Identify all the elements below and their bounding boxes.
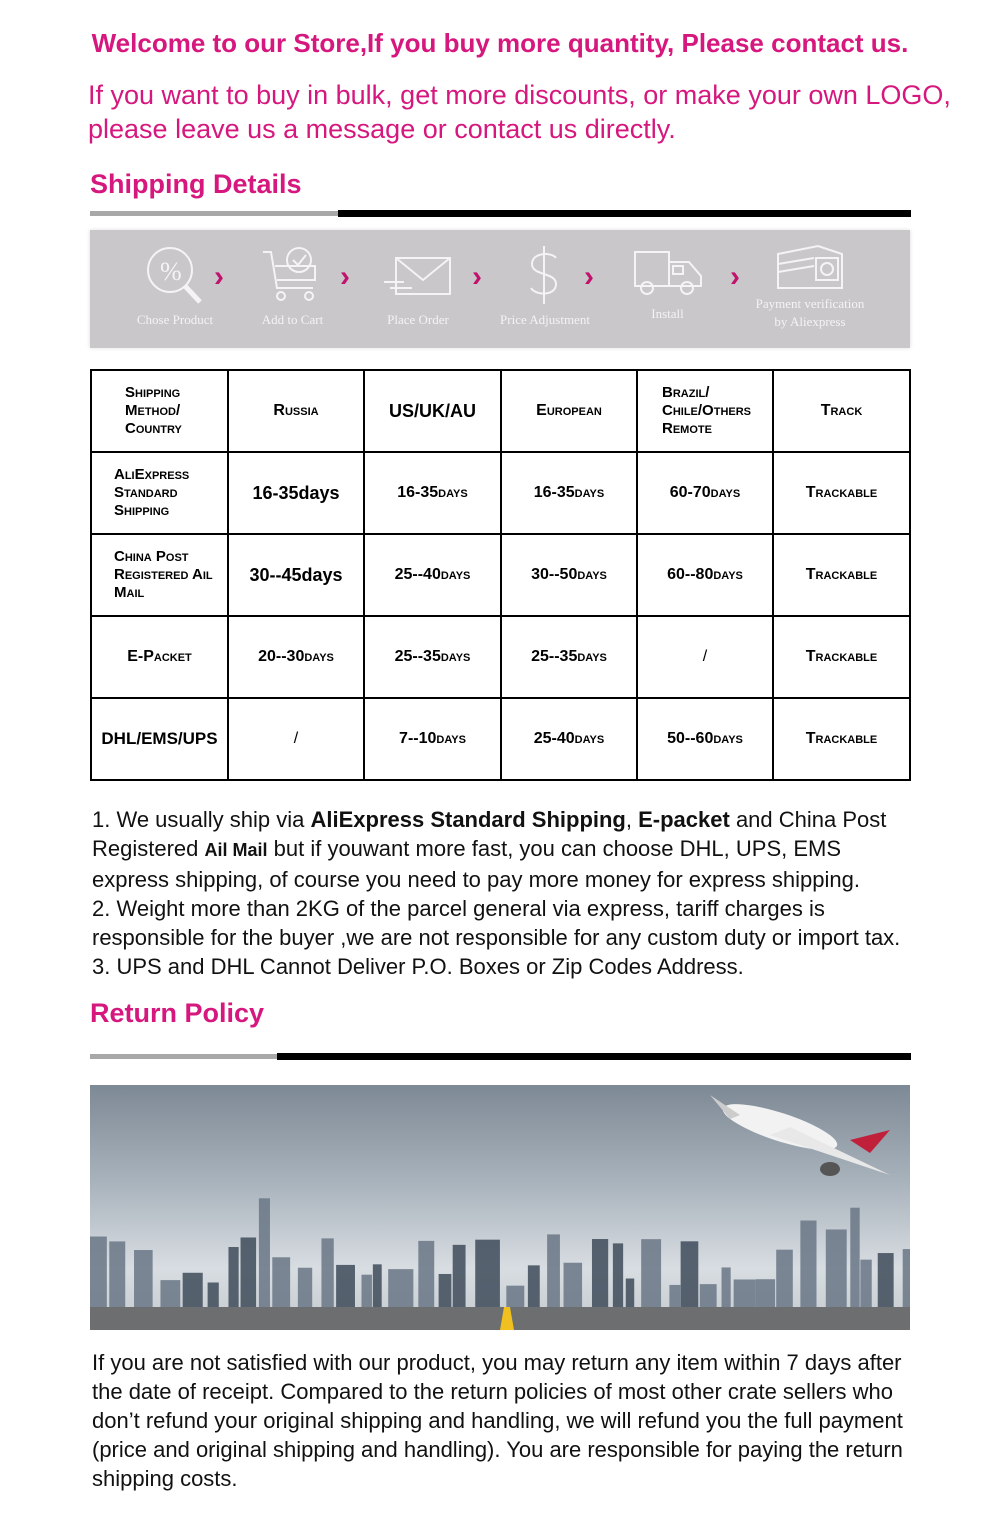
building (506, 1286, 524, 1307)
building (613, 1243, 623, 1307)
return-policy-title: Return Policy (90, 998, 265, 1028)
svg-text:%: % (160, 257, 182, 286)
building (228, 1247, 238, 1307)
cell: / (637, 616, 773, 698)
building (373, 1264, 382, 1307)
cell: 16-35days (364, 452, 501, 534)
method-cell: E-Packet (91, 616, 228, 698)
header-cell: Shipping Method/ Country (91, 370, 228, 452)
chevron-right-icon: › (472, 260, 482, 293)
cell: 60--80days (637, 534, 773, 616)
building (272, 1257, 290, 1307)
method-cell: AliExpress Standard Shipping (91, 452, 228, 534)
cell: 25-40days (501, 698, 637, 780)
city-airplane-image (90, 1085, 910, 1330)
building (453, 1245, 466, 1307)
building (734, 1279, 756, 1307)
building (776, 1250, 793, 1307)
table-header-row (91, 370, 910, 452)
step-install: Install (620, 230, 715, 321)
table-row (91, 698, 910, 780)
divider (90, 1053, 911, 1060)
cell: 16-35days (228, 452, 364, 534)
cell: 50--60days (637, 698, 773, 780)
building (547, 1234, 560, 1307)
airplane-icon (710, 1095, 890, 1176)
building (564, 1263, 583, 1307)
building (681, 1241, 699, 1307)
building (626, 1279, 634, 1307)
building (700, 1284, 717, 1307)
building (800, 1221, 816, 1307)
building (641, 1239, 661, 1307)
building (361, 1275, 371, 1307)
building (722, 1267, 731, 1307)
building (669, 1285, 680, 1307)
shipping-notes (92, 805, 922, 981)
building (336, 1265, 355, 1307)
envelope-icon (382, 244, 454, 306)
header-cell: Russia (228, 370, 364, 452)
building (241, 1237, 257, 1307)
cell: / (228, 698, 364, 780)
building (388, 1269, 413, 1307)
cell: 16-35days (501, 452, 637, 534)
building (903, 1249, 910, 1307)
building (850, 1208, 859, 1307)
chevron-right-icon: › (214, 260, 224, 293)
building (439, 1274, 452, 1307)
building (878, 1253, 894, 1307)
header-cell: European (501, 370, 637, 452)
cell: 25--35days (364, 616, 501, 698)
return-policy-text: If you are not satisfied with our product, you may return any item within 7 days after the date of receipt. Compared to the return policies of most other crate sellers who don’t refund your original shipping and handling, we will refund you the full payment (price and original shipping and handling). You are responsible for paying the return shipping costs. (92, 1350, 903, 1491)
building (160, 1280, 180, 1307)
note-3: 3. UPS and DHL Cannot Deliver P.O. Boxes or Zip Codes Address. (92, 954, 744, 979)
search-percent-icon (140, 244, 210, 306)
cell: Trackable (773, 698, 910, 780)
header-cell: Track (773, 370, 910, 452)
step-price-adjustment: Price Adjustment (485, 230, 605, 327)
building (528, 1265, 540, 1307)
header-cell: Brazil/ Chile/Others Remote (637, 370, 773, 452)
shipping-details-title: Shipping Details (90, 169, 302, 199)
building (298, 1268, 312, 1307)
building (109, 1241, 125, 1307)
chevron-right-icon: › (340, 260, 350, 293)
table-row (91, 616, 910, 698)
cell: 30--45days (228, 534, 364, 616)
cart-icon (261, 244, 325, 306)
building (259, 1198, 270, 1307)
method-cell: China Post Registered Ail Mail (91, 534, 228, 616)
cell: Trackable (773, 616, 910, 698)
header-cell: US/UK/AU (364, 370, 501, 452)
building (208, 1282, 219, 1307)
divider (90, 210, 911, 217)
building (756, 1279, 775, 1307)
cell: 25--40days (364, 534, 501, 616)
building (592, 1239, 608, 1307)
shipping-table (90, 369, 911, 781)
cell: 60-70days (637, 452, 773, 534)
dollar-icon (520, 244, 570, 306)
chevron-right-icon: › (730, 260, 740, 293)
cell: 7--10days (364, 698, 501, 780)
building (418, 1241, 434, 1307)
method-cell: DHL/EMS/UPS (91, 698, 228, 780)
cell: 25--35days (501, 616, 637, 698)
chevron-right-icon: › (584, 260, 594, 293)
building (321, 1238, 333, 1307)
building (183, 1273, 203, 1307)
building (860, 1260, 871, 1307)
building (826, 1229, 847, 1307)
table-row (91, 452, 910, 534)
building (475, 1240, 500, 1307)
cell: Trackable (773, 534, 910, 616)
step-payment-verification: Payment verification by Aliexpress (740, 230, 880, 329)
cell: Trackable (773, 452, 910, 534)
welcome-banner: Welcome to our Store,If you buy more quantity, Please contact us. (91, 28, 909, 58)
step-add-to-cart: Add to Cart (240, 230, 345, 327)
truck-icon (631, 244, 705, 300)
cell: 30--50days (501, 534, 637, 616)
wallet-icon (774, 244, 846, 292)
building (90, 1237, 107, 1307)
note-1: 1. We usually ship via AliExpress Standard Shipping, E-packet and China Post Registered Ail Mail but if youwant more fast, you can choose DHL, UPS, EMS express shipping, of course you need to pay more money for express shipping. (92, 807, 887, 892)
cell: 20--30days (228, 616, 364, 698)
step-place-order: Place Order (368, 230, 468, 327)
table-row (91, 534, 910, 616)
building (134, 1250, 153, 1307)
step-chose-product: % Chose Product (120, 230, 230, 327)
note-2: 2. Weight more than 2KG of the parcel general via express, tariff charges is responsible for the buyer ,we are not responsible for any custom duty or import tax. (92, 896, 901, 950)
bulk-message: If you want to buy in bulk, get more discounts, or make your own LOGO, please leave us a message or contact us directly. (88, 80, 951, 144)
order-steps-banner (90, 230, 910, 348)
